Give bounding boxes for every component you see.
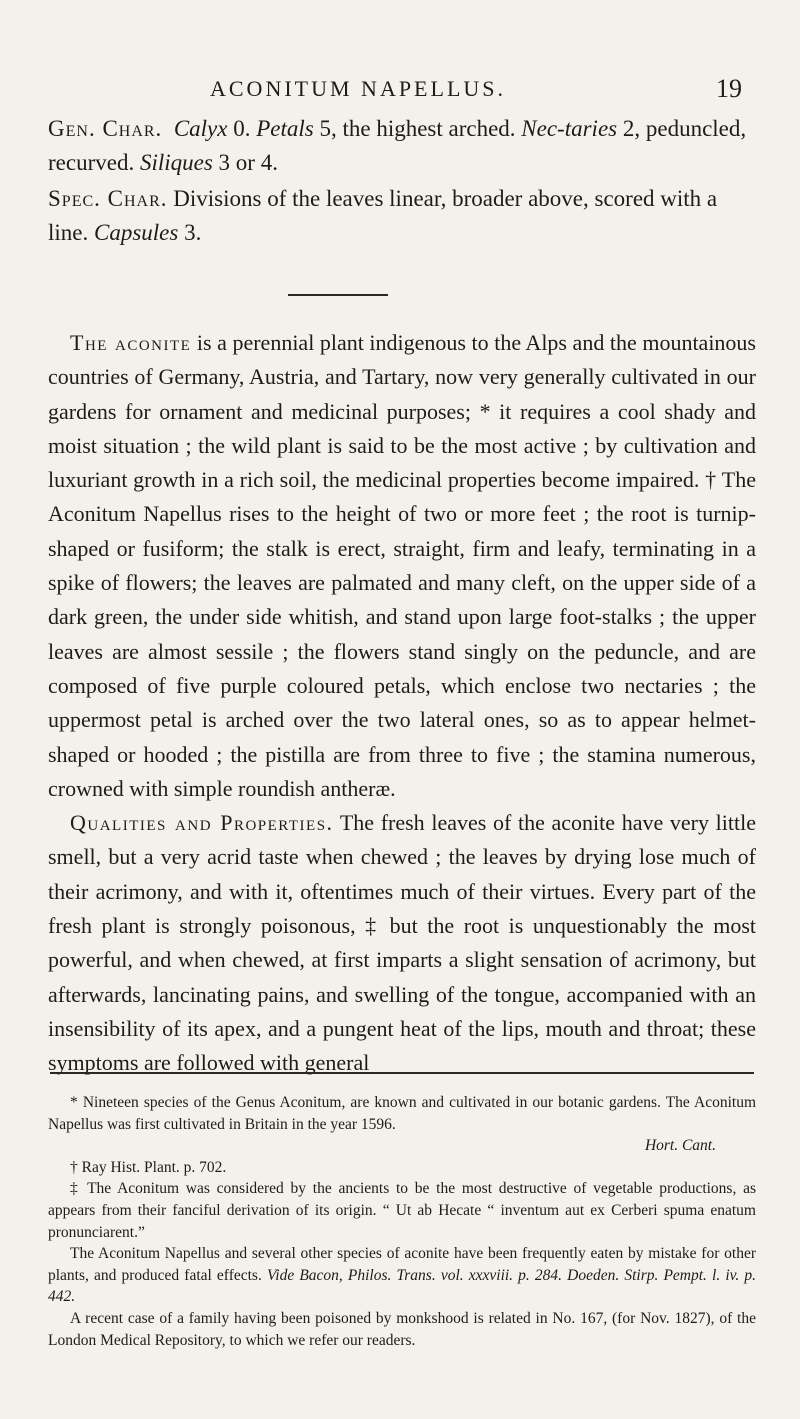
calyx-label: Calyx [173, 116, 228, 141]
page-number: 19 [716, 74, 742, 103]
siliques-text: 3 or 4. [212, 150, 278, 175]
running-title: ACONITUM NAPELLUS. [210, 76, 506, 101]
description-text: is a perennial plant indigenous to the Alps and the mountainous countries of Germany, Austria, and Tartary, now very generally cultivated in our gardens for ornament and medicinal purposes; * it requires a cool shady and moist situation ; the wild plant is said to be the most active ; by cultivation and luxuriant growth in a rich soil, the medicinal properties become impaired. † The Aconitum Napellus rises to the height of two or more feet ; the root is turnip-shaped or fusiform; the stalk is erect, straight, firm and leafy, terminating in a spike of flowers; the leaves are palmated and many cleft, on the upper side of a dark green, the under side whitish, and stand upon large foot-stalks ; the upper leaves are almost sessile ; the flowers stand singly on the peduncle, and are composed of five purple coloured petals, which enclose two nectaries ; the uppermost petal is arched over the two lateral ones, so as to appear helmet-shaped or hooded ; the pistilla are from three to five ; the stamina numerous, crowned with simple roundish antheræ. [48, 330, 756, 801]
paragraph-qualities [48, 806, 756, 1080]
footnote-3-references: Vide Bacon, Philos. Trans. vol. xxxviii. p. 284. Doeden. Stirp. Pempt. l. iv. p. 442. [48, 1266, 756, 1306]
petals-label: Petals [256, 116, 314, 141]
footnote-1: * Nineteen species of the Genus Aconitum, are known and cultivated in our botanic gardens. The Aconitum Napellus was first cultivated in Britain in the year 1596. [48, 1094, 756, 1133]
footnotes [48, 1092, 756, 1351]
footnote-3: ‡ The Aconitum was considered by the ancients to be the most destructive of vegetable productions, as appears from their fanciful derivation of its origin. “ Ut ab Hecate “ inventum aut ex Cerberi spuma enatum pronunciarent.” [48, 1180, 756, 1241]
footnote-1-source: Hort. Cant. [644, 1137, 716, 1155]
footnote-3-continued [48, 1243, 756, 1308]
footnote-3-continued-text: The Aconitum Napellus and several other species of aconite have been frequently eaten by mistake for other plants, and produced fatal effects. [48, 1245, 756, 1284]
qualities-text: The fresh leaves of the aconite have very little smell, but a very acrid taste when chewed ; the leaves by drying lose much of their acrimony, and with it, oftentimes much of their virtues. Every part of the fresh plant is strongly poisonous, ‡ but the root is unquestionably the most powerful, and when chewed, at first imparts a slight sensation of acrimony, but afterwards, lancinating pains, and swelling of the tongue, accompanied with an insensibility of its apex, and a pungent heat of the lips, mouth and throat; these symptoms are followed with general [48, 810, 757, 1076]
generic-character [48, 112, 754, 180]
footnote-divider [50, 1072, 754, 1074]
spec-char-text: Divisions of the leaves linear, broader above, scored with a line. [48, 186, 718, 245]
siliques-label: Siliques [139, 150, 213, 175]
footnote-3-recent-case: A recent case of a family having been poisoned by monkshood is related in No. 167, (for Nov. 1827), of the London Medical Repository, to which we refer our readers. [48, 1309, 756, 1349]
petals-text: 5, the highest arched. [313, 116, 522, 141]
capsules-text: 3. [178, 220, 202, 245]
capsules-label: Capsules [94, 220, 179, 245]
page-header [0, 76, 800, 110]
paragraph-description [48, 326, 756, 806]
nectaries-label: Nec-taries [521, 116, 618, 141]
nectaries-text: 2, peduncled, recurved. [48, 116, 747, 175]
gen-char-label: Gen. Char. [48, 116, 163, 141]
lead-words: The aconite [70, 330, 192, 355]
spec-char-label: Spec. Char. [48, 186, 168, 211]
main-text [48, 326, 756, 1081]
calyx-text: 0. [227, 116, 257, 141]
footnote-2: † Ray Hist. Plant. p. 702. [70, 1158, 227, 1176]
section-divider [288, 294, 388, 296]
qualities-heading: Qualities and Properties. [70, 810, 334, 836]
specific-character [48, 182, 754, 250]
